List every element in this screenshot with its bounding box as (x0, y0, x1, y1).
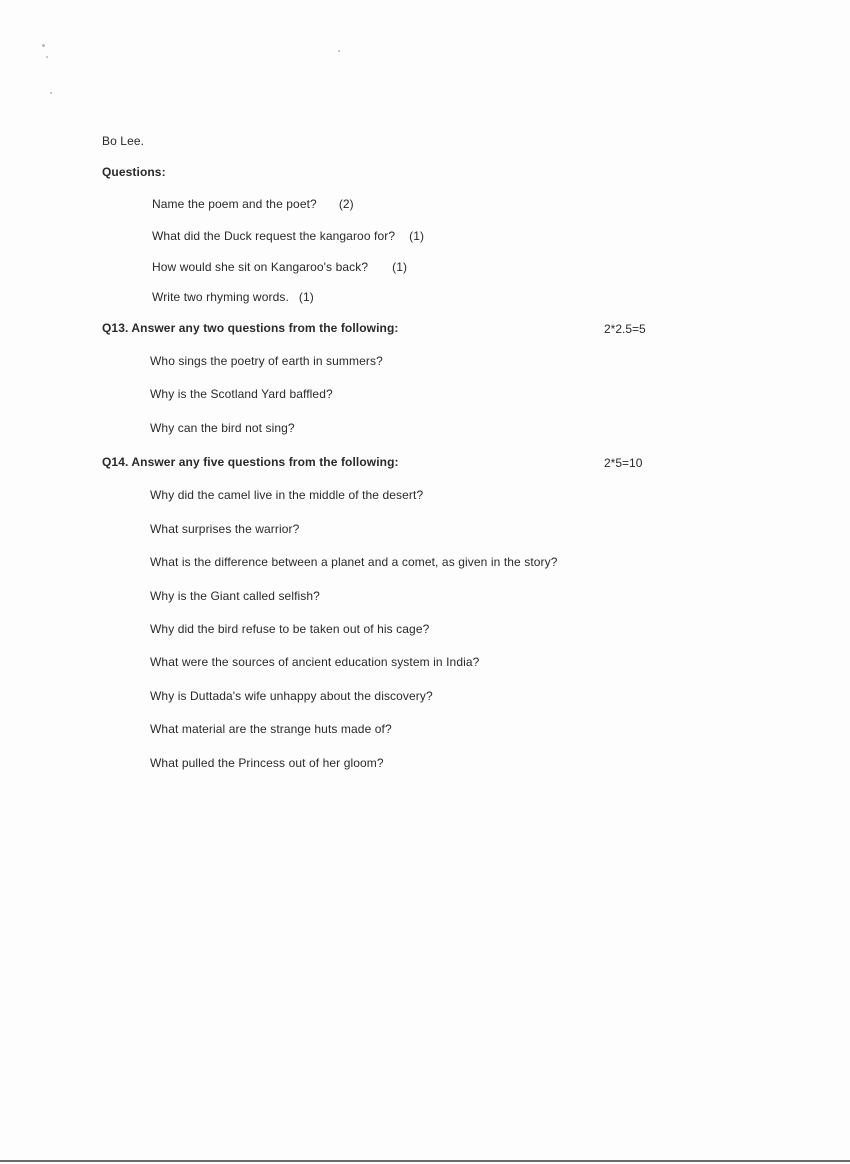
question-text: What did the Duck request the kangaroo for? (152, 229, 396, 243)
q14-item: What were the sources of ancient education system in India? (150, 655, 480, 669)
q14-item: Why did the camel live in the middle of the desert? (150, 488, 424, 502)
q14-item: Why is the Giant called selfish? (150, 589, 320, 603)
q13-item: Who sings the poetry of earth in summers? (150, 354, 383, 368)
q13-item: Why is the Scotland Yard baffled? (150, 387, 333, 401)
scan-speck (338, 50, 340, 52)
q14-marks: 2*5=10 (604, 456, 643, 470)
q14-heading: Q14. Answer any five questions from the following: (102, 455, 399, 469)
scan-speck (46, 56, 48, 58)
q14-item: What pulled the Princess out of her gloom? (150, 756, 384, 770)
question-marks: (2) (338, 197, 354, 211)
q13-marks: 2*2.5=5 (604, 322, 646, 336)
q13-heading: Q13. Answer any two questions from the following: (102, 321, 399, 335)
q14-item: Why did the bird refuse to be taken out of his cage? (150, 622, 430, 636)
question-text: Write two rhyming words. (152, 290, 289, 304)
scan-speck (42, 44, 45, 47)
question-marks: (1) (392, 260, 408, 274)
questions-label: Questions: (102, 165, 166, 179)
question-text: Name the poem and the poet? (152, 197, 317, 211)
q14-item: Why is Duttada's wife unhappy about the discovery? (150, 689, 433, 703)
poem-question (152, 196, 354, 212)
q14-item: What material are the strange huts made of? (150, 722, 392, 736)
question-marks: (1) (298, 290, 314, 304)
question-text: How would she sit on Kangaroo's back? (152, 260, 369, 274)
poem-question (152, 259, 407, 275)
poem-question (152, 289, 314, 305)
question-marks: (1) (409, 229, 425, 243)
scan-speck (50, 92, 52, 94)
q14-item: What surprises the warrior? (150, 522, 300, 536)
q14-item: What is the difference between a planet and a comet, as given in the story? (150, 555, 558, 569)
scan-edge-line (0, 1160, 850, 1162)
attribution-text: Bo Lee. (102, 134, 145, 148)
poem-question (152, 228, 424, 244)
q13-item: Why can the bird not sing? (150, 421, 295, 435)
